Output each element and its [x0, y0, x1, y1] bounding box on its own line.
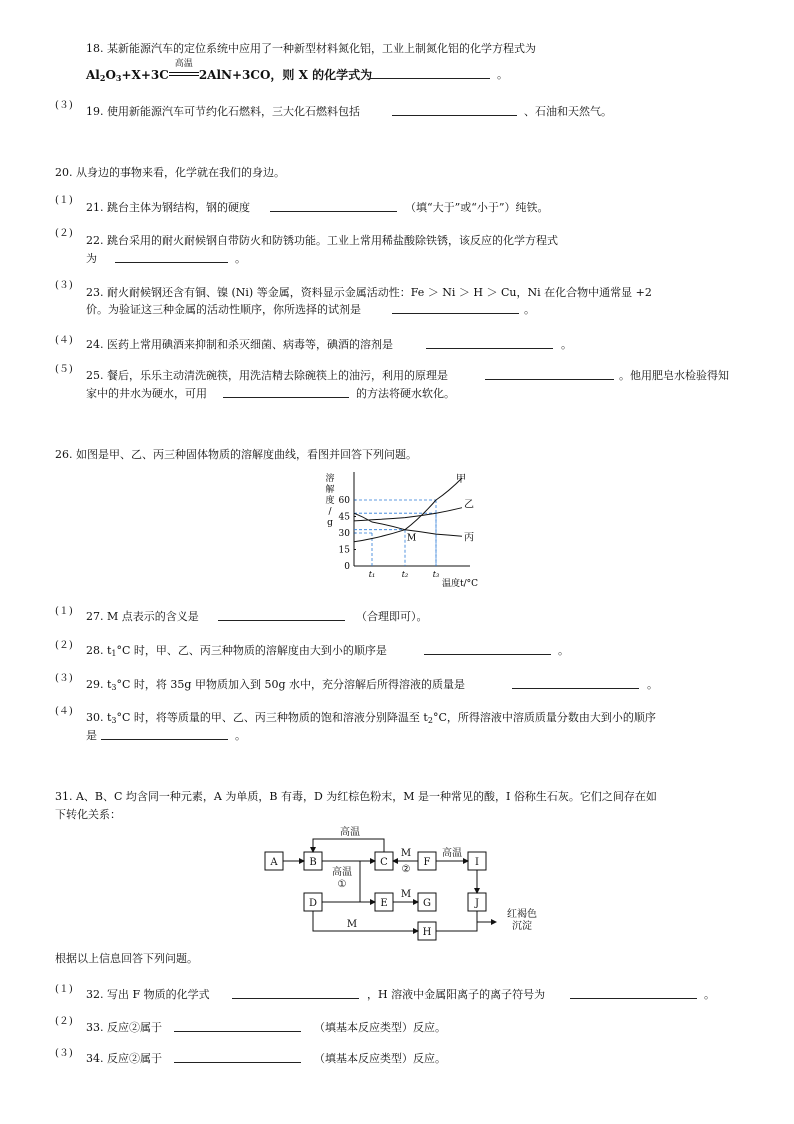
y-tick-0: 0	[344, 562, 350, 572]
series-label-1: 乙	[464, 499, 474, 511]
q32-mark: (１)	[55, 984, 73, 995]
svg-text:C: C	[380, 857, 388, 868]
y-tick-45: 45	[338, 512, 350, 523]
q21-mark: (１)	[55, 195, 73, 206]
x-tick: t₃	[432, 570, 440, 579]
q28-answer-blank[interactable]	[424, 643, 551, 655]
svg-text:②: ②	[401, 864, 411, 875]
svg-text:M: M	[400, 889, 412, 900]
y-label-char: 度	[325, 496, 335, 506]
q25-mark: (５)	[55, 364, 73, 375]
q29-mark: (３)	[55, 673, 73, 684]
q27-mark: (１)	[55, 606, 73, 617]
chart-axes	[354, 472, 470, 566]
q27-answer-blank[interactable]	[218, 609, 345, 621]
q34-mark: (３)	[55, 1048, 73, 1059]
y-tick-15: 15	[338, 545, 350, 556]
q24-text: 24. 医药上常用碘酒来抑制和杀灭细菌、病毒等，碘酒的溶剂是	[86, 338, 393, 351]
svg-text:D: D	[308, 898, 318, 909]
q22-text: 22. 跳台采用的耐火耐候钢自带防火和防锈功能。工业上常用稀盐酸除铁锈，该反应的化学方程式	[86, 234, 558, 247]
q28-mark: (２)	[55, 640, 73, 651]
x-tick: t₂	[401, 570, 409, 579]
q33-answer-blank[interactable]	[174, 1020, 301, 1032]
svg-text:B: B	[309, 857, 317, 868]
q23-mark: (３)	[55, 280, 73, 291]
series-label-0: 甲	[456, 474, 466, 485]
solubility-chart	[322, 471, 482, 589]
y-tick-30: 30	[338, 529, 350, 539]
q18-answer-blank[interactable]	[370, 67, 490, 79]
svg-text:E: E	[380, 898, 388, 909]
q25-answer-blank-1[interactable]	[485, 368, 614, 380]
q20-text: 20. 从身边的事物来看，化学就在我们的身边。	[55, 166, 285, 179]
q27-text: 27. M 点表示的含义是	[86, 610, 199, 623]
y-label-char: g	[327, 518, 333, 528]
q24-answer-blank[interactable]	[426, 337, 553, 349]
y-label-char: 解	[325, 485, 335, 495]
svg-text:G: G	[423, 898, 431, 909]
svg-text:红褐色: 红褐色	[507, 909, 537, 920]
q24-mark: (４)	[55, 335, 73, 346]
q29-answer-blank[interactable]	[512, 677, 639, 689]
q26-text: 26. 如图是甲、乙、丙三种固体物质的溶解度曲线，看图并回答下列问题。	[55, 448, 417, 461]
q18-condition: 高温	[174, 59, 193, 69]
series-label-2: 丙	[464, 532, 474, 544]
y-label-char: 溶	[325, 474, 335, 484]
q29-text: 29. $t_3^\circ C$ 时，将 35g 甲物质加入到 50g 水中，充分溶解后所得溶液的质量是	[86, 678, 465, 692]
q23-text: 23. 耐火耐候钢还含有铜、镍 (Ni) 等金属，资料显示金属活动性：Fe ＞ Ni ＞ H ＞ Cu，Ni 在化合物中通常显 +2	[86, 286, 652, 299]
q30-answer-blank[interactable]	[101, 728, 228, 740]
q32-answer-blank-1[interactable]	[232, 987, 359, 999]
svg-text:J: J	[474, 898, 480, 909]
q25-text: 25. 餐后，乐乐主动清洗碗筷，用洗洁精去除碗筷上的油污，利用的原理是	[86, 369, 448, 382]
q32-answer-blank-2[interactable]	[570, 987, 697, 999]
svg-text:高温: 高温	[442, 848, 462, 859]
q33-mark: (２)	[55, 1016, 73, 1027]
q34-text: 34. 反应②属于	[86, 1052, 162, 1065]
chart-series	[354, 478, 462, 542]
q19-text: 19. 使用新能源汽车可节约化石燃料，三大化石燃料包括	[86, 105, 360, 118]
q23-answer-blank[interactable]	[392, 302, 519, 314]
q28-text: 28. $t_1^\circ C$ 时，甲、乙、丙三种物质的溶解度由大到小的顺序是	[86, 644, 387, 658]
q19-answer-blank[interactable]	[392, 104, 517, 116]
q31b-text: 根据以上信息回答下列问题。	[55, 952, 198, 965]
point-m-label: M	[407, 533, 417, 544]
q31-text: 31. A、B、C 均含同一种元素，A 为单质，B 有毒，D 为红棕色粉末，M 是一种常见的酸，I 俗称生石灰。它们之间存在如	[55, 790, 657, 803]
q34-answer-blank[interactable]	[174, 1051, 301, 1063]
svg-text:M: M	[346, 919, 358, 930]
svg-text:高温: 高温	[340, 827, 360, 838]
svg-text:A: A	[270, 857, 278, 868]
q21-answer-blank[interactable]	[270, 200, 397, 212]
svg-text:F: F	[423, 857, 431, 868]
q18-equation: $Al_2O_3+X+3C$ 高温 2AlN+3CO，则 X 的化学式为	[86, 66, 372, 83]
q30-mark: (４)	[55, 706, 73, 717]
y-tick-60: 60	[338, 496, 350, 506]
q32-text: 32. 写出 F 物质的化学式	[86, 988, 210, 1001]
x-label: 温度t/°C	[441, 579, 478, 589]
q25-answer-blank-2[interactable]	[223, 386, 349, 398]
svg-text:沉淀: 沉淀	[512, 921, 532, 932]
svg-text:I: I	[475, 857, 479, 868]
q30-text: 30. $t_3^\circ C$ 时，将等质量的甲、乙、丙三种物质的饱和溶液分别降温至 $t_2^\circ C$，所得溶液中溶质质量分数由大到小的顺序	[86, 711, 656, 725]
q22-mark: (２)	[55, 228, 73, 239]
svg-text:H: H	[422, 927, 432, 938]
svg-text:M: M	[400, 848, 412, 859]
transformation-diagram	[260, 825, 570, 945]
series-line-0	[354, 478, 462, 542]
q33-text: 33. 反应②属于	[86, 1021, 162, 1034]
y-label-char: /	[328, 507, 332, 517]
q22-answer-blank[interactable]	[115, 251, 228, 263]
x-tick: t₁	[368, 570, 376, 579]
series-line-1	[354, 508, 462, 521]
q21-text: 21. 跳台主体为钢结构，钢的硬度	[86, 201, 250, 214]
q18-text: 18. 某新能源汽车的定位系统中应用了一种新型材料氮化铝，工业上制氮化铝的化学方程式为	[86, 42, 536, 55]
q19-mark: (３)	[55, 100, 73, 111]
svg-text:高温: 高温	[332, 867, 352, 878]
svg-text:①: ①	[337, 879, 347, 890]
